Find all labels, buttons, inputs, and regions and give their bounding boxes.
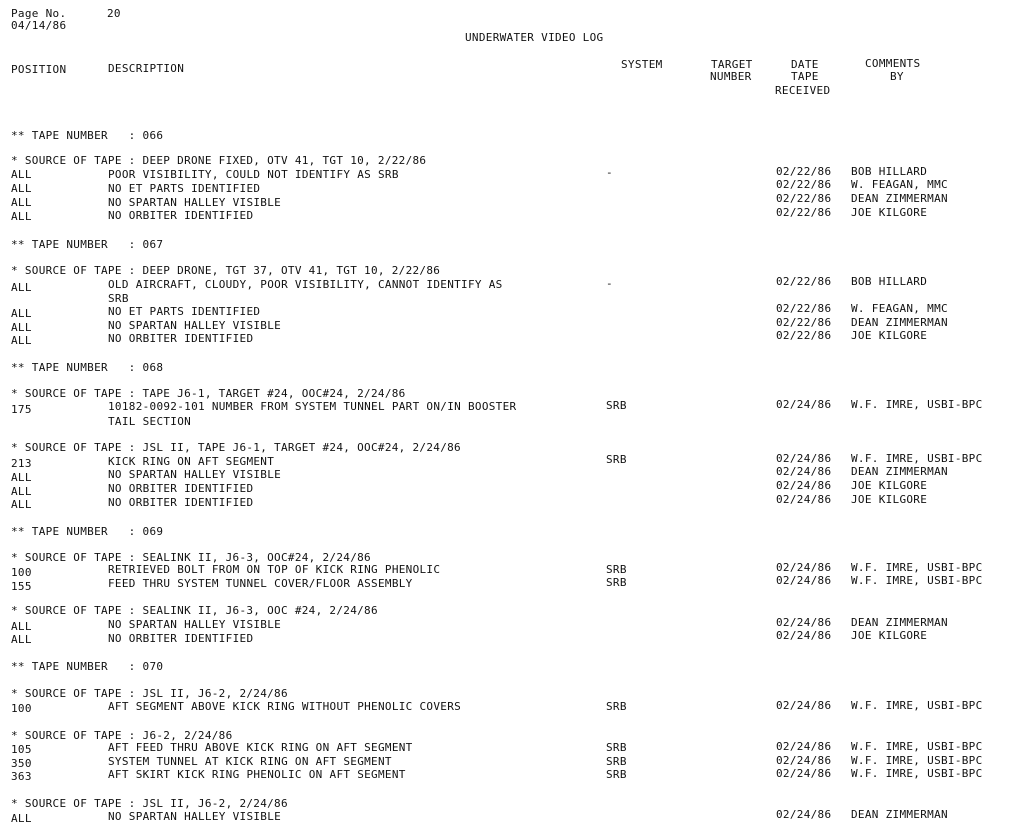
- column-header-date-line2: TAPE: [791, 70, 819, 83]
- tape-source: * SOURCE OF TAPE : JSL II, J6-2, 2/24/86: [11, 687, 288, 700]
- row-comments-by: W.F. IMRE, USBI-BPC: [851, 699, 983, 712]
- row-description: NO SPARTAN HALLEY VISIBLE: [108, 196, 282, 209]
- column-header-system: SYSTEM: [621, 58, 663, 71]
- tape-number-heading: ** TAPE NUMBER : 070: [11, 660, 164, 673]
- row-comments-by: W.F. IMRE, USBI-BPC: [851, 740, 983, 753]
- report-title: UNDERWATER VIDEO LOG: [465, 31, 604, 44]
- row-description: NO ORBITER IDENTIFIED: [108, 482, 254, 495]
- row-comments-by: BOB HILLARD: [851, 275, 928, 288]
- row-system: SRB: [606, 700, 627, 713]
- row-comments-by: DEAN ZIMMERMAN: [851, 465, 948, 478]
- tape-source: * SOURCE OF TAPE : TAPE J6-1, TARGET #24, OOC#24, 2/24/86: [11, 387, 406, 400]
- row-date-received: 02/24/86: [776, 808, 832, 821]
- row-date-received: 02/24/86: [776, 616, 832, 629]
- row-comments-by: W.F. IMRE, USBI-BPC: [851, 767, 983, 780]
- row-description: AFT SKIRT KICK RING PHENOLIC ON AFT SEGMENT: [108, 768, 406, 781]
- row-position: 155: [11, 580, 32, 593]
- row-system: SRB: [606, 576, 627, 589]
- row-position: 100: [11, 702, 32, 715]
- row-comments-by: DEAN ZIMMERMAN: [851, 808, 948, 821]
- row-date-received: 02/22/86: [776, 165, 832, 178]
- tape-source: * SOURCE OF TAPE : SEALINK II, J6-3, OOC #24, 2/24/86: [11, 604, 378, 617]
- tape-source: * SOURCE OF TAPE : JSL II, J6-2, 2/24/86: [11, 797, 288, 810]
- row-description: NO SPARTAN HALLEY VISIBLE: [108, 468, 282, 481]
- row-date-received: 02/22/86: [776, 275, 832, 288]
- row-position: ALL: [11, 498, 32, 511]
- row-date-received: 02/24/86: [776, 561, 832, 574]
- tape-source: * SOURCE OF TAPE : DEEP DRONE FIXED, OTV 41, TGT 10, 2/22/86: [11, 154, 427, 167]
- report-date: 04/14/86: [11, 19, 67, 32]
- row-description-continued: TAIL SECTION: [108, 415, 192, 428]
- row-position: ALL: [11, 812, 32, 825]
- row-date-received: 02/24/86: [776, 767, 832, 780]
- row-position: ALL: [11, 168, 32, 181]
- row-date-received: 02/24/86: [776, 479, 832, 492]
- row-comments-by: JOE KILGORE: [851, 493, 928, 506]
- column-header-comments-line1: COMMENTS: [865, 57, 921, 70]
- row-comments-by: JOE KILGORE: [851, 479, 928, 492]
- row-description: NO ORBITER IDENTIFIED: [108, 632, 254, 645]
- row-date-received: 02/24/86: [776, 465, 832, 478]
- row-description: NO ORBITER IDENTIFIED: [108, 496, 254, 509]
- row-position: ALL: [11, 485, 32, 498]
- row-description: NO ET PARTS IDENTIFIED: [108, 182, 261, 195]
- row-comments-by: W. FEAGAN, MMC: [851, 178, 948, 191]
- row-date-received: 02/22/86: [776, 329, 832, 342]
- row-position: ALL: [11, 620, 32, 633]
- tape-number-heading: ** TAPE NUMBER : 067: [11, 238, 164, 251]
- row-comments-by: JOE KILGORE: [851, 629, 928, 642]
- row-position: ALL: [11, 633, 32, 646]
- row-description: NO SPARTAN HALLEY VISIBLE: [108, 810, 282, 823]
- tape-number-heading: ** TAPE NUMBER : 068: [11, 361, 164, 374]
- row-date-received: 02/24/86: [776, 398, 832, 411]
- row-position: 175: [11, 403, 32, 416]
- column-header-comments-line2: BY: [890, 70, 904, 83]
- row-comments-by: W.F. IMRE, USBI-BPC: [851, 452, 983, 465]
- row-date-received: 02/22/86: [776, 302, 832, 315]
- row-description: AFT FEED THRU ABOVE KICK RING ON AFT SEGMENT: [108, 741, 413, 754]
- row-system: SRB: [606, 755, 627, 768]
- row-comments-by: DEAN ZIMMERMAN: [851, 316, 948, 329]
- page-number: 20: [107, 7, 121, 20]
- row-system: SRB: [606, 453, 627, 466]
- row-description: NO ORBITER IDENTIFIED: [108, 209, 254, 222]
- row-date-received: 02/24/86: [776, 699, 832, 712]
- row-comments-by: W.F. IMRE, USBI-BPC: [851, 574, 983, 587]
- row-position: ALL: [11, 307, 32, 320]
- row-position: ALL: [11, 471, 32, 484]
- row-description: AFT SEGMENT ABOVE KICK RING WITHOUT PHENOLIC COVERS: [108, 700, 462, 713]
- row-comments-by: W. FEAGAN, MMC: [851, 302, 948, 315]
- row-comments-by: W.F. IMRE, USBI-BPC: [851, 398, 983, 411]
- tape-source: * SOURCE OF TAPE : JSL II, TAPE J6-1, TARGET #24, OOC#24, 2/24/86: [11, 441, 461, 454]
- row-position: ALL: [11, 334, 32, 347]
- row-description: POOR VISIBILITY, COULD NOT IDENTIFY AS SRB: [108, 168, 399, 181]
- row-description: SYSTEM TUNNEL AT KICK RING ON AFT SEGMENT: [108, 755, 392, 768]
- tape-source: * SOURCE OF TAPE : J6-2, 2/24/86: [11, 729, 233, 742]
- row-date-received: 02/24/86: [776, 574, 832, 587]
- row-description: NO SPARTAN HALLEY VISIBLE: [108, 319, 282, 332]
- row-position: ALL: [11, 210, 32, 223]
- row-description: NO ET PARTS IDENTIFIED: [108, 305, 261, 318]
- row-date-received: 02/22/86: [776, 206, 832, 219]
- row-comments-by: DEAN ZIMMERMAN: [851, 192, 948, 205]
- row-position: ALL: [11, 182, 32, 195]
- column-header-target-line1: TARGET: [711, 58, 753, 71]
- row-date-received: 02/24/86: [776, 452, 832, 465]
- row-system: SRB: [606, 768, 627, 781]
- column-header-position: POSITION: [11, 63, 67, 76]
- row-date-received: 02/24/86: [776, 629, 832, 642]
- row-date-received: 02/22/86: [776, 192, 832, 205]
- row-system: SRB: [606, 399, 627, 412]
- row-description: FEED THRU SYSTEM TUNNEL COVER/FLOOR ASSEMBLY: [108, 577, 413, 590]
- row-comments-by: JOE KILGORE: [851, 329, 928, 342]
- row-date-received: 02/24/86: [776, 740, 832, 753]
- row-description-continued: SRB: [108, 292, 129, 305]
- row-comments-by: JOE KILGORE: [851, 206, 928, 219]
- row-position: ALL: [11, 196, 32, 209]
- row-position: 363: [11, 770, 32, 783]
- row-comments-by: W.F. IMRE, USBI-BPC: [851, 561, 983, 574]
- row-date-received: 02/24/86: [776, 754, 832, 767]
- row-position: 100: [11, 566, 32, 579]
- row-position: 105: [11, 743, 32, 756]
- row-comments-by: BOB HILLARD: [851, 165, 928, 178]
- tape-number-heading: ** TAPE NUMBER : 069: [11, 525, 164, 538]
- tape-number-heading: ** TAPE NUMBER : 066: [11, 129, 164, 142]
- page-number-label: Page No.: [11, 7, 67, 20]
- row-system: SRB: [606, 741, 627, 754]
- row-system: SRB: [606, 563, 627, 576]
- row-description: KICK RING ON AFT SEGMENT: [108, 455, 275, 468]
- row-system: -: [606, 277, 613, 290]
- row-description: 10182-0092-101 NUMBER FROM SYSTEM TUNNEL PART ON/IN BOOSTER: [108, 400, 517, 413]
- row-system: -: [606, 166, 613, 179]
- tape-source: * SOURCE OF TAPE : SEALINK II, J6-3, OOC#24, 2/24/86: [11, 551, 371, 564]
- row-position: 350: [11, 757, 32, 770]
- tape-source: * SOURCE OF TAPE : DEEP DRONE, TGT 37, OTV 41, TGT 10, 2/22/86: [11, 264, 441, 277]
- row-description: NO SPARTAN HALLEY VISIBLE: [108, 618, 282, 631]
- row-comments-by: W.F. IMRE, USBI-BPC: [851, 754, 983, 767]
- row-date-received: 02/22/86: [776, 178, 832, 191]
- row-date-received: 02/24/86: [776, 493, 832, 506]
- row-description: OLD AIRCRAFT, CLOUDY, POOR VISIBILITY, CANNOT IDENTIFY AS: [108, 278, 503, 291]
- row-description: NO ORBITER IDENTIFIED: [108, 332, 254, 345]
- row-position: ALL: [11, 281, 32, 294]
- column-header-description: DESCRIPTION: [108, 62, 185, 75]
- column-header-target-line2: NUMBER: [710, 70, 752, 83]
- row-position: 213: [11, 457, 32, 470]
- column-header-date-line3: RECEIVED: [775, 84, 831, 97]
- row-description: RETRIEVED BOLT FROM ON TOP OF KICK RING PHENOLIC: [108, 563, 441, 576]
- column-header-date-line1: DATE: [791, 58, 819, 71]
- row-date-received: 02/22/86: [776, 316, 832, 329]
- row-position: ALL: [11, 321, 32, 334]
- row-comments-by: DEAN ZIMMERMAN: [851, 616, 948, 629]
